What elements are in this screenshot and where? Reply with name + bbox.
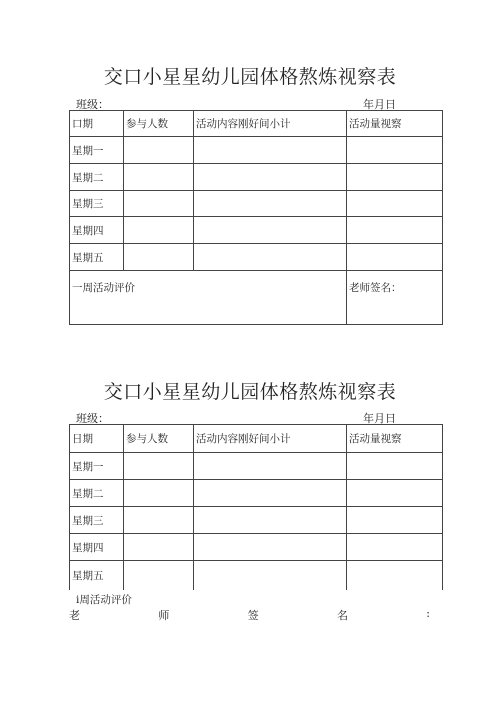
- form2-row: [70, 561, 443, 590]
- form2-row: [70, 534, 443, 561]
- form2-cell[interactable]: [347, 453, 443, 480]
- form2-cell[interactable]: [194, 453, 347, 480]
- form2-day-label: 星期四: [70, 534, 124, 561]
- form2-day-label: 星期五: [70, 561, 124, 590]
- form2-title: 交口小星星幼儿园体格熬炼视察表: [103, 381, 397, 403]
- form2-class-label: 班级：: [76, 412, 109, 425]
- form2-evaluation-label: i周活动评价: [76, 594, 132, 606]
- form2-cell[interactable]: [124, 507, 194, 534]
- form2-signature-char: 签: [247, 609, 259, 622]
- form2-cell[interactable]: [124, 561, 194, 590]
- form2-date-label: 年月日: [363, 412, 396, 425]
- form2-header-date: 日期: [70, 425, 124, 453]
- form1-cell[interactable]: [347, 137, 443, 164]
- form2-day-label: 星期三: [70, 507, 124, 534]
- form1-header-row: [70, 111, 443, 137]
- form2-header-amount: 活动量视察: [347, 425, 443, 453]
- form1-date-label: 年月日: [363, 98, 396, 111]
- form1-cell[interactable]: [124, 164, 194, 191]
- form1-cell[interactable]: [124, 191, 194, 217]
- form1-day-label: 星期三: [70, 191, 124, 217]
- form1-row: [70, 244, 443, 271]
- form2-cell[interactable]: [124, 453, 194, 480]
- form2-signature-row: [69, 607, 430, 623]
- form2-cell[interactable]: [194, 534, 347, 561]
- form1-row: [70, 217, 443, 244]
- form2-header-activity: 活动内容刚好间小计: [194, 425, 347, 453]
- form1-signature-label: 老师签名：: [349, 282, 402, 294]
- form2-signature-char: 名: [336, 609, 348, 622]
- form1-cell[interactable]: [194, 164, 347, 191]
- form1-cell[interactable]: [194, 244, 347, 271]
- form1-row: [70, 164, 443, 191]
- form2-cell[interactable]: [124, 534, 194, 561]
- form1-cell[interactable]: [124, 244, 194, 271]
- form1-row: [70, 137, 443, 164]
- form1-cell[interactable]: [124, 217, 194, 244]
- form1-day-label: 星期二: [70, 164, 124, 191]
- form1-cell[interactable]: [347, 244, 443, 271]
- form2-row: [70, 480, 443, 507]
- form1-title: 交口小星星幼儿园体格熬炼视察表: [103, 66, 397, 88]
- form1-cell[interactable]: [347, 164, 443, 191]
- form1-cell[interactable]: [194, 137, 347, 164]
- form1-cell[interactable]: [347, 217, 443, 244]
- form1-header-amount: 活动量视察: [347, 111, 443, 137]
- form2-cell[interactable]: [347, 561, 443, 590]
- form2-cell[interactable]: [347, 507, 443, 534]
- form2-cell[interactable]: [194, 561, 347, 590]
- form1-evaluation-row: [70, 271, 443, 325]
- form1-day-label: 星期五: [70, 244, 124, 271]
- form2-cell[interactable]: [347, 534, 443, 561]
- form2-signature-char: 老: [69, 609, 80, 622]
- form2-cell[interactable]: [124, 480, 194, 507]
- form2-signature-char: 师: [158, 609, 170, 622]
- form2-row: [70, 507, 443, 534]
- form2-signature-char: :: [426, 607, 430, 620]
- form1-cell[interactable]: [194, 217, 347, 244]
- form2-day-label: 星期二: [70, 480, 124, 507]
- form1-cell[interactable]: [124, 137, 194, 164]
- form2-header-participants: 参与人数: [124, 425, 194, 453]
- form1-signature-cell[interactable]: [347, 271, 443, 325]
- form2-header-row: [70, 425, 443, 453]
- form1-cell[interactable]: [347, 191, 443, 217]
- form1-cell[interactable]: [194, 191, 347, 217]
- form1-day-label: 星期一: [70, 137, 124, 164]
- form2-table: [69, 424, 443, 590]
- form1-header-date: 口期: [70, 111, 124, 137]
- form1-day-label: 星期四: [70, 217, 124, 244]
- form2-cell[interactable]: [194, 507, 347, 534]
- form1-header-activity: 活动内容刚好间小计: [194, 111, 347, 137]
- form2-cell[interactable]: [194, 480, 347, 507]
- form1-table: [69, 110, 443, 325]
- form1-evaluation-label: 一周活动评价: [72, 282, 135, 294]
- form2-day-label: 星期一: [70, 453, 124, 480]
- form1-evaluation-cell[interactable]: [70, 271, 347, 325]
- form1-header-participants: 参与人数: [124, 111, 194, 137]
- form1-row: [70, 191, 443, 217]
- form2-row: [70, 453, 443, 480]
- form2-cell[interactable]: [347, 480, 443, 507]
- form1-class-label: 班级：: [76, 98, 109, 111]
